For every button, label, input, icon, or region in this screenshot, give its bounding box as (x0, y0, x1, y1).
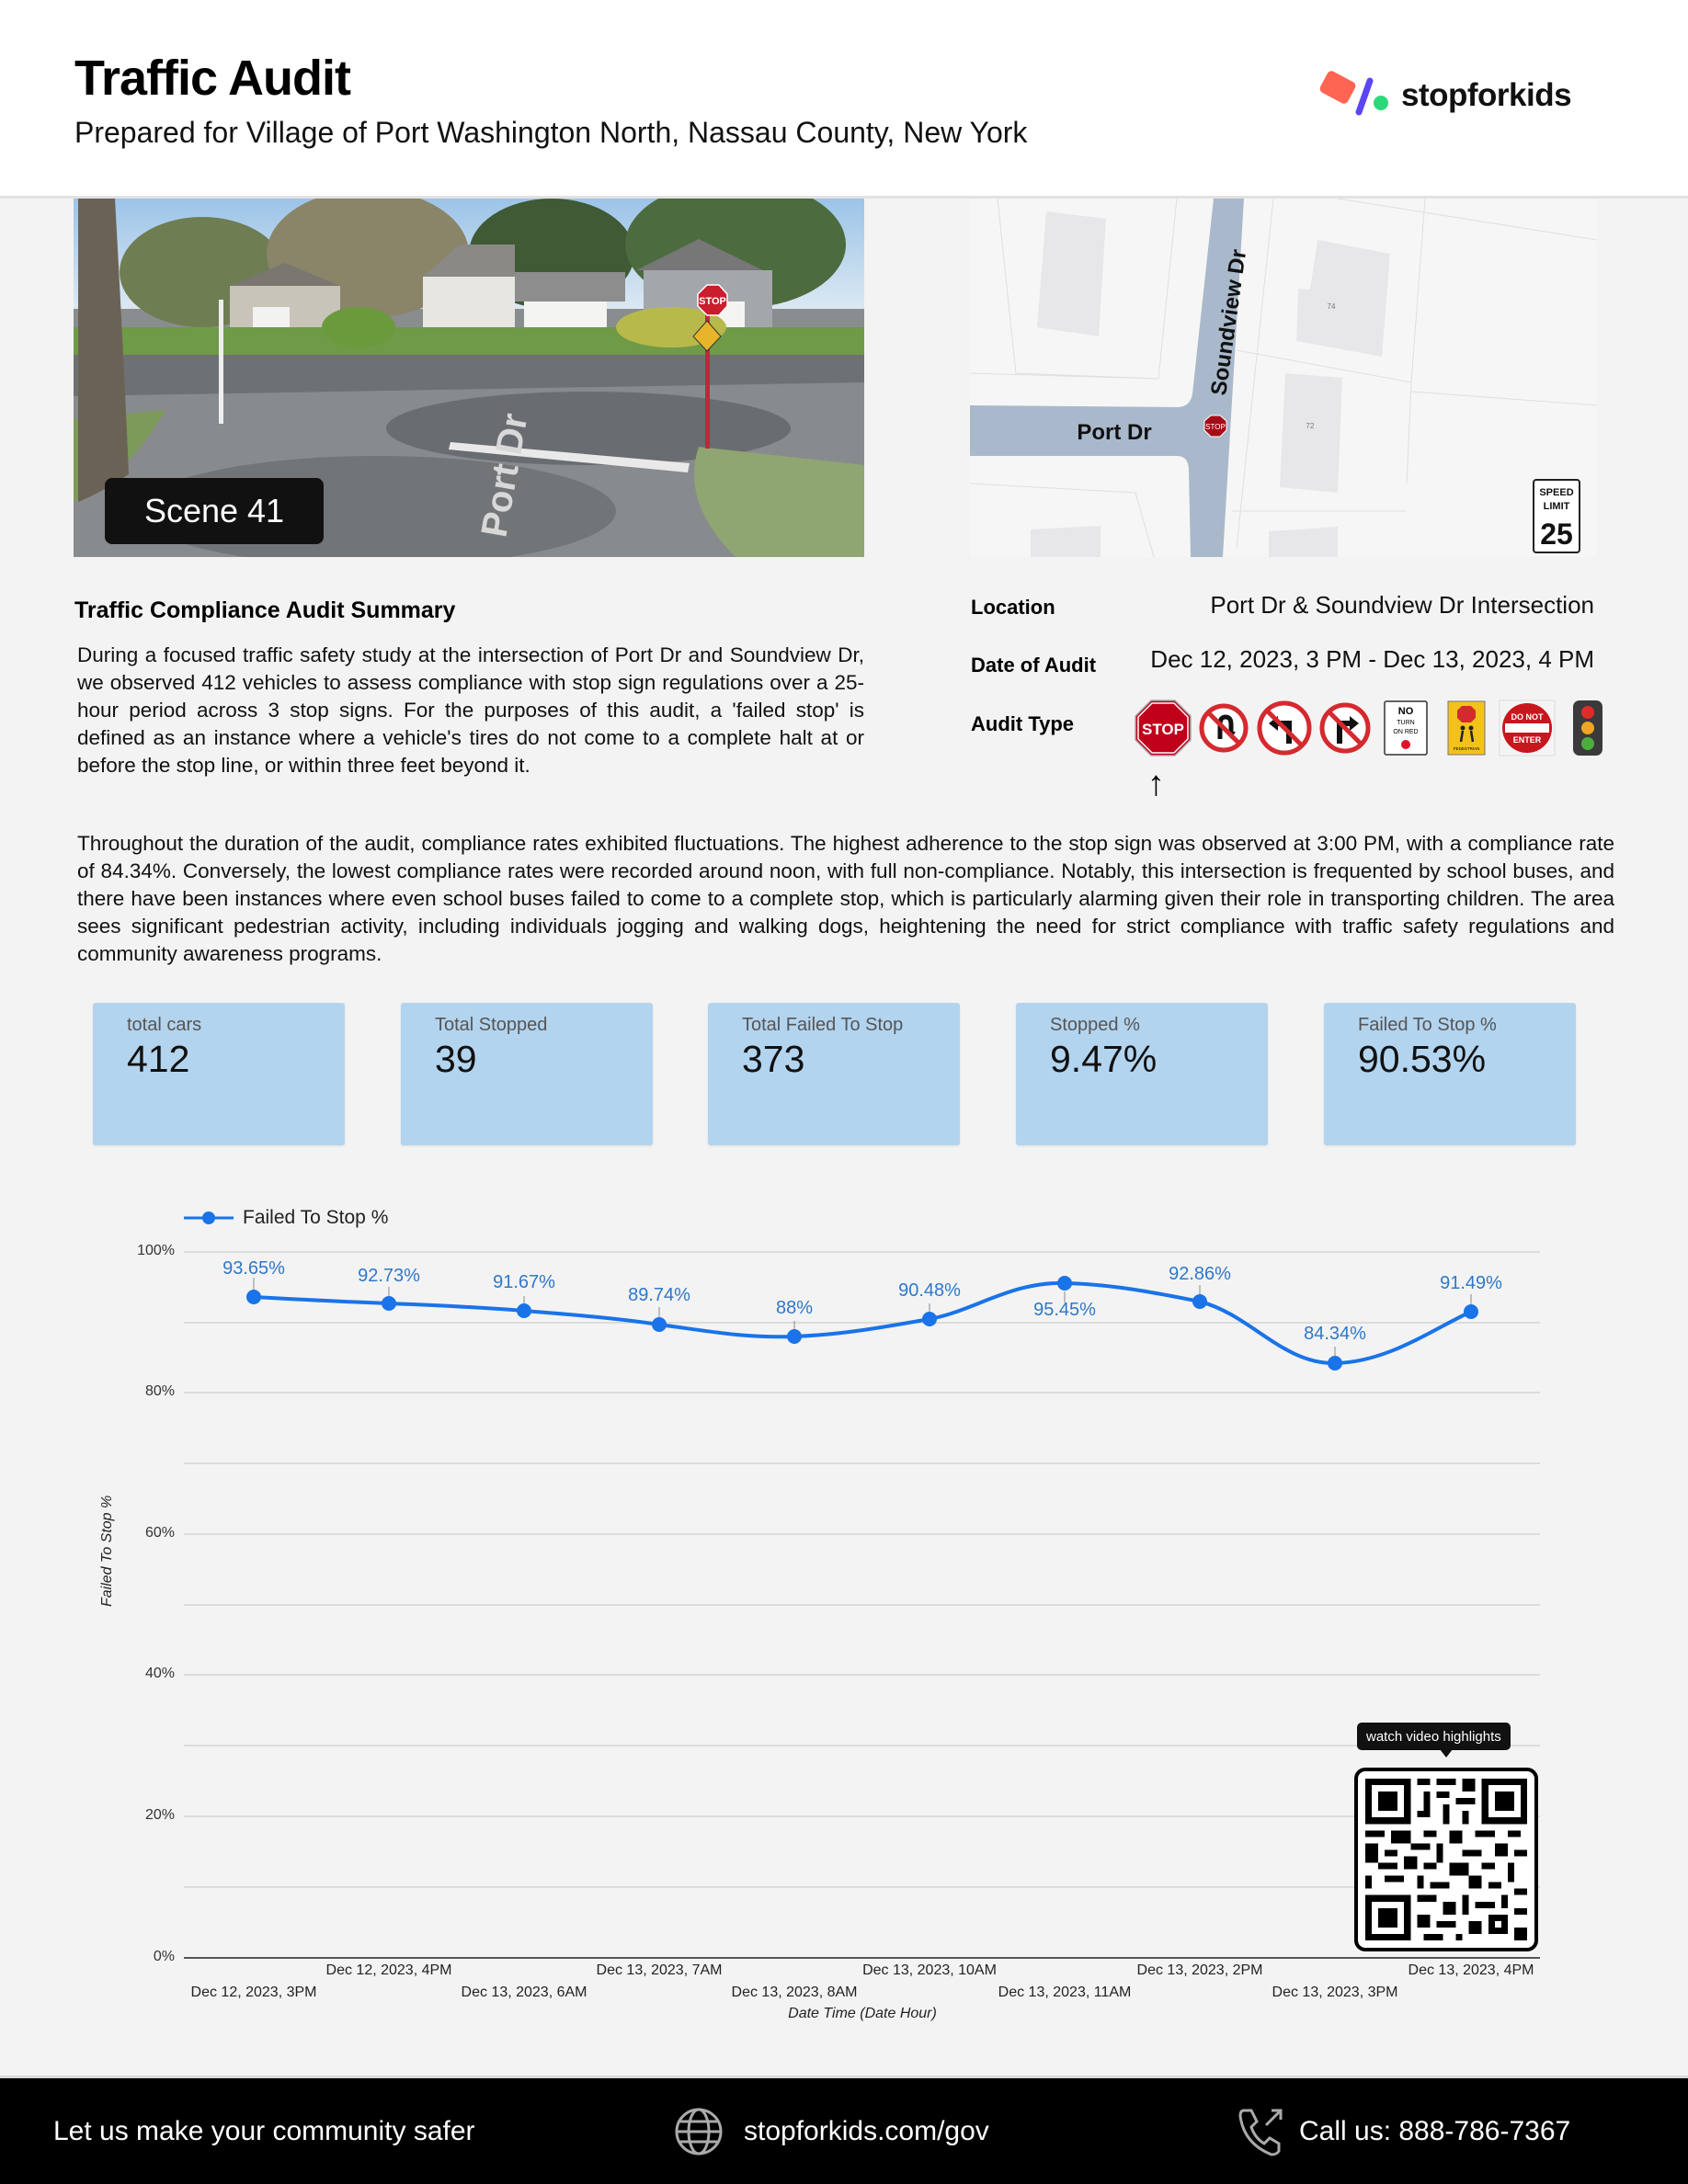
svg-text:72: 72 (1306, 422, 1315, 430)
svg-text:PEDESTRIAN: PEDESTRIAN (1453, 746, 1480, 751)
svg-text:Soundview Dr: Soundview Dr (1206, 247, 1252, 397)
x-tick: Dec 13, 2023, 11AM (998, 1985, 1132, 2000)
no-left-turn-icon[interactable] (1254, 699, 1315, 757)
kpi-value: 39 (435, 1038, 477, 1080)
no-u-turn-icon[interactable] (1193, 699, 1254, 757)
svg-text:STOP: STOP (1205, 423, 1226, 431)
x-tick: Dec 13, 2023, 6AM (461, 1985, 587, 2000)
y-tick: 80% (144, 1383, 175, 1399)
kpi-value: 373 (742, 1038, 805, 1080)
pedestrian-crossing-icon[interactable] (1436, 699, 1497, 757)
kpi-failed-percent (1324, 1003, 1576, 1145)
kpi-total-stopped (401, 1003, 653, 1145)
summary-title: Traffic Compliance Audit Summary (74, 597, 456, 623)
date-label: Date of Audit (971, 654, 1097, 677)
svg-text:Port Dr: Port Dr (473, 410, 536, 540)
svg-text:25: 25 (1540, 518, 1573, 551)
location-label: Location (971, 596, 1055, 619)
x-axis-title: Date Time (Date Hour) (788, 2006, 937, 2021)
location-value: Port Dr & Soundview Dr Intersection (1210, 591, 1594, 619)
svg-text:STOP: STOP (1142, 721, 1184, 738)
svg-text:NO: NO (1397, 706, 1414, 717)
y-tick: 100% (137, 1243, 175, 1258)
y-axis-title: Failed To Stop % (99, 1495, 115, 1607)
footer-phone[interactable] (1237, 2078, 1570, 2184)
x-tick: Dec 13, 2023, 8AM (731, 1985, 858, 2000)
qr-tooltip: watch video highlights (1357, 1723, 1511, 1750)
report-header (0, 0, 1688, 199)
logo-mark-icon (1317, 68, 1399, 123)
y-tick: 40% (144, 1666, 175, 1681)
video-highlights-qr-code[interactable] (1354, 1768, 1538, 1951)
data-label: 92.73% (358, 1266, 420, 1286)
data-label: 84.34% (1304, 1324, 1366, 1344)
x-tick: Dec 13, 2023, 4PM (1408, 1962, 1534, 1978)
svg-text:Port Dr: Port Dr (1077, 420, 1152, 445)
svg-text:SPEED: SPEED (1539, 487, 1574, 498)
traffic-light-icon[interactable] (1557, 699, 1618, 757)
data-label: 95.45% (1033, 1300, 1096, 1320)
scene-badge: Scene 41 (105, 478, 324, 544)
x-tick: Dec 13, 2023, 2PM (1136, 1962, 1263, 1978)
kpi-total-failed (708, 1003, 960, 1145)
y-tick: 60% (144, 1525, 175, 1541)
y-tick: 20% (144, 1807, 175, 1823)
logo-wordmark: stopforkids (1401, 77, 1572, 113)
street-view-photo (74, 199, 864, 557)
kpi-label: Total Failed To Stop (742, 1015, 904, 1035)
x-tick: Dec 12, 2023, 4PM (325, 1962, 452, 1978)
kpi-label: Stopped % (1050, 1015, 1140, 1035)
kpi-stopped-percent (1016, 1003, 1268, 1145)
kpi-label: Total Stopped (435, 1015, 548, 1035)
page-subtitle: Prepared for Village of Port Washington North, Nassau County, New York (74, 116, 1028, 149)
footer-tagline: Let us make your community safer (53, 2115, 475, 2146)
svg-text:LIMIT: LIMIT (1543, 501, 1570, 512)
no-turn-on-red-icon[interactable] (1375, 699, 1436, 757)
selected-audit-type-arrow: ↑ (1147, 765, 1165, 803)
globe-icon (674, 2107, 724, 2156)
analysis-paragraph: Throughout the duration of the audit, compliance rates exhibited fluctuations. The highest adherence to the stop sign was observed at 3:00 PM, with a compliance rate of 84.34%. Conversely, the lowest compliance rates were recorded around noon, with full non-compliance. Notably, this intersection is frequented by school buses, and there have been instances where even school buses failed to come to a complete stop, which is particularly alarming given their role in transporting children. The area sees significant pedestrian activity, including individuals jogging and walking dogs, heightening the need for strict compliance with traffic safety regulations and community awareness programs. (77, 832, 1614, 965)
footer-phone-text: Call us: 888-786-7367 (1299, 2115, 1571, 2146)
footer-website-text: stopforkids.com/gov (744, 2115, 989, 2146)
do-not-enter-icon[interactable] (1497, 699, 1557, 757)
svg-text:ENTER: ENTER (1512, 735, 1542, 745)
legend-label: Failed To Stop % (243, 1207, 389, 1228)
svg-text:STOP: STOP (699, 296, 726, 307)
summary-paragraph: During a focused traffic safety study at the intersection of Port Dr and Soundview Dr, we observed 412 vehicles to assess compliance with stop sign regulations over a 25-hour period across 3 stop signs. For the purposes of this audit, a 'failed stop' is defined as an instance where a vehicle's tires do not come to a complete halt at or before the stop line, or within three feet beyond it. (77, 643, 864, 777)
svg-text:74: 74 (1327, 302, 1336, 311)
qr-code-icon (1365, 1779, 1527, 1940)
svg-text:TURN: TURN (1397, 720, 1415, 726)
map-illustration (970, 199, 1597, 557)
data-label: 93.65% (222, 1258, 285, 1279)
kpi-label: total cars (127, 1015, 202, 1035)
stopforkids-logo[interactable] (1317, 68, 1592, 123)
y-tick: 0% (153, 1949, 175, 1964)
footer-website-link[interactable] (674, 2078, 989, 2184)
footer (0, 2076, 1688, 2184)
data-label: 91.67% (493, 1272, 555, 1292)
x-tick: Dec 12, 2023, 3PM (190, 1985, 317, 2000)
kpi-value: 90.53% (1358, 1038, 1487, 1080)
date-value: Dec 12, 2023, 3 PM - Dec 13, 2023, 4 PM (1150, 645, 1594, 673)
phone-call-icon (1237, 2107, 1284, 2156)
no-right-turn-icon[interactable] (1315, 699, 1375, 757)
data-label: 90.48% (898, 1280, 961, 1301)
x-tick: Dec 13, 2023, 3PM (1272, 1985, 1398, 2000)
kpi-label: Failed To Stop % (1358, 1015, 1497, 1035)
data-label: 92.86% (1169, 1264, 1231, 1284)
page-title: Traffic Audit (74, 51, 351, 106)
kpi-value: 9.47% (1050, 1038, 1158, 1080)
audit-type-icons (1133, 699, 1618, 757)
intersection-map (970, 199, 1597, 557)
x-tick: Dec 13, 2023, 7AM (596, 1962, 723, 1978)
x-tick: Dec 13, 2023, 10AM (862, 1962, 997, 1978)
stop-sign-icon[interactable] (1133, 699, 1193, 757)
data-label: 89.74% (628, 1285, 690, 1305)
audit-type-label: Audit Type (971, 712, 1075, 735)
kpi-value: 412 (127, 1038, 190, 1080)
svg-text:DO NOT: DO NOT (1511, 712, 1544, 722)
data-label: 91.49% (1440, 1273, 1502, 1293)
kpi-total-cars (93, 1003, 345, 1145)
svg-text:ON RED: ON RED (1393, 729, 1419, 735)
data-label: 88% (775, 1298, 814, 1318)
